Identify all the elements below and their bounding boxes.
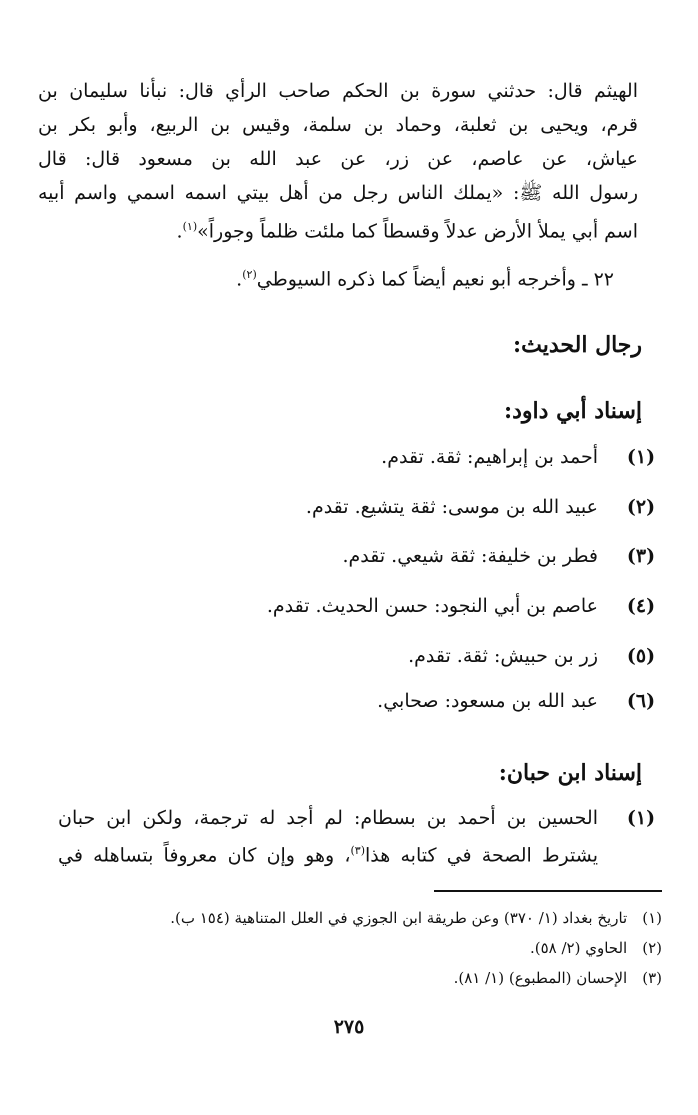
narrator-text-line-2b: ، وهو وإن كان معروفاً بتساهله في [58,844,351,867]
footnote [170,907,662,929]
narrator-number: (٥) [626,645,656,667]
body-line-4: رسول الله ﷺ: «يملك الناس رجل من أهل بيتي اسمه اسمي واسم أبيه [38,182,638,204]
narrator-number: (٦) [626,690,656,712]
heading-ibn-hibban: إسناد ابن حبان: [498,760,642,786]
footnote-text: الحاوي (٢/ ٥٨). [529,939,628,957]
body-line-2: قرم، ويحيى بن ثعلبة، وحماد بن سلمة، وقيس بن الربيع، وأبو بكر بن [38,114,638,136]
footnote-number: (١) [642,909,662,927]
narrator-number: (١) [626,807,656,829]
narrator-text: عبيد الله بن موسى: ثقة يتشيع. تقدم. [305,496,598,518]
footnote-text: الإحسان (المطبوع) (١/ ٨١). [453,969,628,987]
narrator-text-line-2a: يشترط الصحة في كتابه هذا [365,844,599,867]
narrator-text-line-1: الحسين بن أحمد بن بسطام: لم أجد له ترجمة، ولكن ابن حبان [58,807,598,829]
body-line-6 [236,262,614,292]
narrator-number: (٢) [626,496,656,518]
footnote-text: تاريخ بغداد (١/ ٣٧٠) وعن طريقة ابن الجوزي في العلل المتناهية (١٥٤ ب). [170,909,628,927]
narrator-text-line-2 [58,838,598,868]
narrator-text: عبد الله بن مسعود: صحابي. [377,690,598,712]
narrator-text: عاصم بن أبي النجود: حسن الحديث. تقدم. [266,595,598,617]
footnote-ref-2: (٢) [242,268,257,281]
narrator-number: (٣) [626,545,656,567]
body-line-6-text: ٢٢ ـ وأخرجه أبو نعيم أيضاً كما ذكره السيوطي [256,268,614,291]
heading-abu-dawud: إسناد أبي داود: [503,398,642,424]
footnote-ref-1: (١) [182,220,198,233]
body-line-1: الهيثم قال: حدثني سورة بن الحكم صاحب الرأي قال: نبأنا سليمان بن [38,80,638,102]
page-number: ٢٧٥ [333,1016,365,1038]
footnote-divider [434,890,662,892]
narrator-number: (١) [626,446,656,468]
narrator-number: (٤) [626,595,656,617]
body-line-5 [177,214,638,244]
footnote-number: (٢) [642,939,662,957]
narrator-text: أحمد بن إبراهيم: ثقة. تقدم. [381,446,598,468]
footnote-number: (٣) [642,969,662,987]
narrator-text: فطر بن خليفة: ثقة شيعي. تقدم. [342,545,598,567]
footnote [530,937,662,959]
line-6-period: . [236,268,243,291]
footnote-ref-3: (٣) [350,844,366,857]
body-line-3: عياش، عن عاصم، عن زر، عن عبد الله بن مسعود قال: قال [38,148,639,170]
footnote [454,967,662,989]
body-line-5-text: اسم أبي يملأ الأرض عدلاً وقسطاً كما ملئت ظلماً وجوراً» [197,220,638,243]
line-5-period: . [176,220,183,243]
narrator-text: زر بن حبيش: ثقة. تقدم. [408,645,598,667]
section-heading-narrators: رجال الحديث: [513,332,642,358]
